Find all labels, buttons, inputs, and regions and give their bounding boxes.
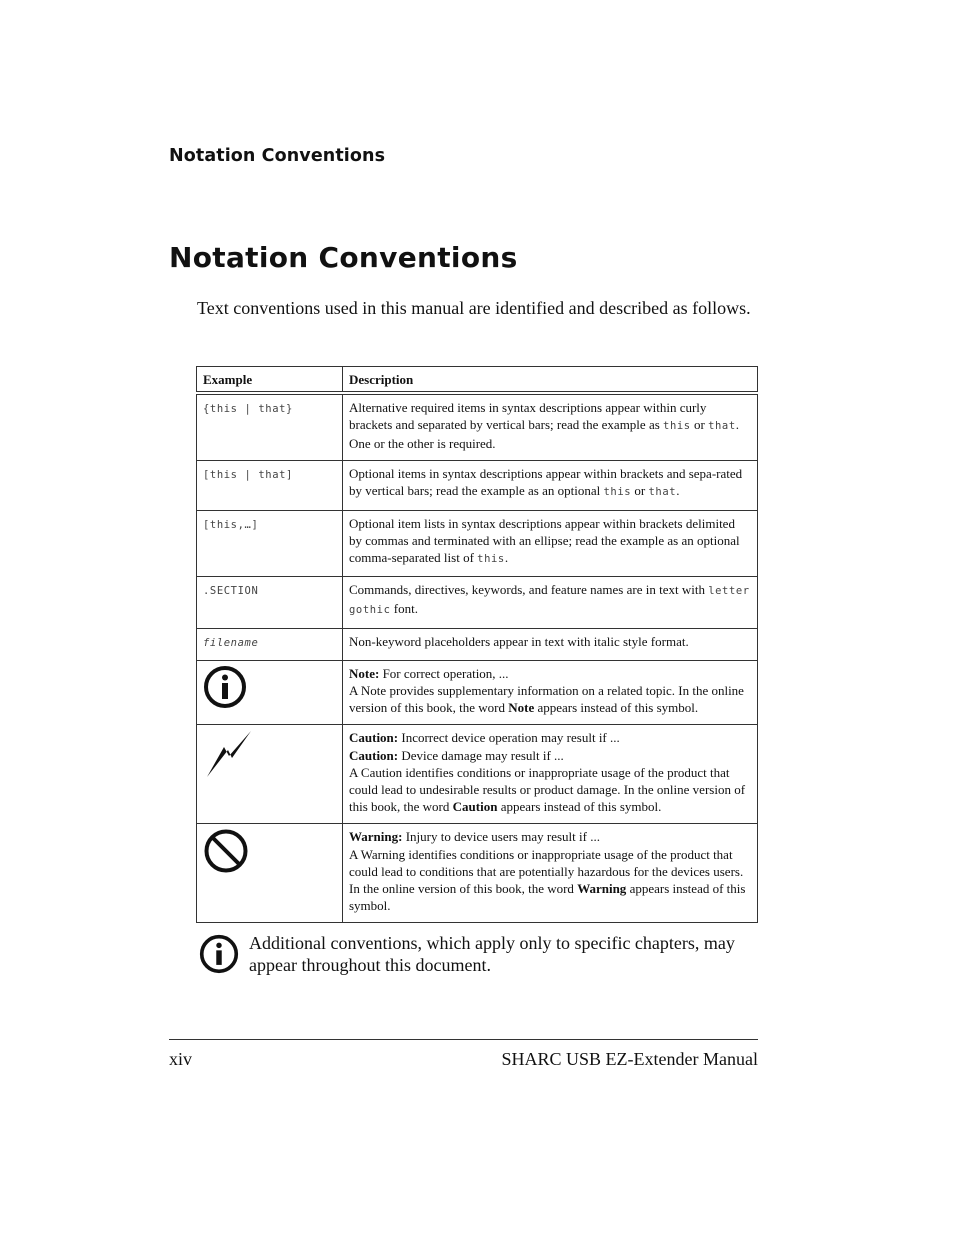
table-header-row xyxy=(197,367,758,393)
description-cell xyxy=(343,510,758,577)
description-text: Incorrect device operation may result if ... xyxy=(398,730,620,746)
example-code: [this | that] xyxy=(203,469,293,482)
description-text: . xyxy=(676,483,680,499)
example-code: {this | that} xyxy=(203,402,293,415)
intro-paragraph: Text conventions used in this manual are identified and described as follows. xyxy=(197,298,751,318)
description-cell xyxy=(343,824,758,923)
description-text: Device damage may result if ... xyxy=(398,747,564,763)
caution-label: Caution: xyxy=(349,747,399,763)
header-example: Example xyxy=(197,367,343,393)
icon-cell xyxy=(197,660,343,725)
bold-term: Caution xyxy=(452,799,498,815)
example-cell xyxy=(197,510,343,577)
table-row xyxy=(197,461,758,510)
table-row xyxy=(197,628,758,660)
description-cell xyxy=(343,393,758,461)
description-text: A Warning identifies conditions or inappropriate usage of the product that could lead to conditions that are potentially hazardous for the devices users. In the online version of this book, the word xyxy=(349,846,744,896)
description-text: For correct operation, ... xyxy=(379,665,509,681)
description-text: font. xyxy=(390,601,418,617)
additional-note xyxy=(199,932,759,976)
description-text: appears instead of this symbol. xyxy=(497,799,662,815)
description-text: . One or the other is required. xyxy=(349,416,739,451)
conventions-table xyxy=(196,366,758,923)
table-row-caution xyxy=(197,725,758,824)
icon-cell xyxy=(197,824,343,923)
page-title: Notation Conventions xyxy=(169,241,518,274)
inline-code: that xyxy=(648,486,677,499)
example-code: filename xyxy=(203,636,259,649)
bold-term: Warning xyxy=(577,880,627,896)
warning-label: Warning: xyxy=(349,829,403,845)
description-text: Optional item lists in syntax descriptions appear within brackets delimited by commas and terminated with an ellipse; read the example as an optional comma-separated list of xyxy=(349,515,740,565)
description-text: A Note provides supplementary information on a related topic. In the online version of this book, the word xyxy=(349,682,744,716)
table-row xyxy=(197,577,758,628)
info-icon xyxy=(203,665,247,709)
description-text: Commands, directives, keywords, and feature names are in text with xyxy=(349,582,709,598)
caution-label: Caution: xyxy=(349,730,399,746)
description-cell xyxy=(343,725,758,824)
info-icon xyxy=(199,934,239,974)
description-text: or xyxy=(690,416,709,432)
description-text: Optional items in syntax descriptions appear within brackets and sepa-rated by vertical bars; read the example as an optional xyxy=(349,466,743,499)
description-cell xyxy=(343,628,758,660)
inline-code: this xyxy=(477,552,505,565)
example-code: .SECTION xyxy=(203,585,259,598)
description-text: or xyxy=(631,483,649,499)
description-text: Injury to device users may result if ... xyxy=(402,829,600,845)
description-text: Non-keyword placeholders appear in text with italic style format. xyxy=(349,633,689,649)
table-row-note xyxy=(197,660,758,725)
running-head: Notation Conventions xyxy=(169,146,386,166)
example-cell xyxy=(197,461,343,510)
example-cell xyxy=(197,577,343,628)
description-text: Alternative required items in syntax descriptions appear within curly brackets and separated by vertical bars; read the example as xyxy=(349,399,707,432)
description-cell xyxy=(343,660,758,725)
description-text: . xyxy=(504,549,509,565)
inline-code: letter gothic xyxy=(349,585,750,617)
inline-code: this xyxy=(663,419,691,432)
description-text: A Caution identifies conditions or inappropriate usage of the product that could lead to undesirable results or product damage. In the online version of this book, the word xyxy=(349,764,746,815)
manual-title: SHARC USB EZ-Extender Manual xyxy=(501,1049,758,1069)
page-number: xiv xyxy=(169,1049,193,1069)
description-text: appears instead of this symbol. xyxy=(534,700,699,716)
bold-term: Note xyxy=(508,700,535,716)
footer-divider xyxy=(169,1039,758,1040)
note-label: Note: xyxy=(349,665,380,681)
inline-code: that xyxy=(708,419,736,432)
icon-cell xyxy=(197,725,343,824)
description-cell xyxy=(343,461,758,510)
table-row-warning xyxy=(197,824,758,923)
example-cell xyxy=(197,393,343,461)
additional-note-text: Additional conventions, which apply only to specific chapters, may appear throughout this document. xyxy=(249,933,735,975)
inline-code: this xyxy=(603,486,632,499)
description-text: appears instead of this symbol. xyxy=(349,880,746,914)
example-cell xyxy=(197,628,343,660)
prohibited-icon xyxy=(203,828,249,874)
header-description: Description xyxy=(343,367,758,393)
description-cell xyxy=(343,577,758,628)
table-row xyxy=(197,510,758,577)
lightning-icon xyxy=(203,729,253,779)
example-code: [this,…] xyxy=(203,518,259,531)
table-row xyxy=(197,393,758,461)
